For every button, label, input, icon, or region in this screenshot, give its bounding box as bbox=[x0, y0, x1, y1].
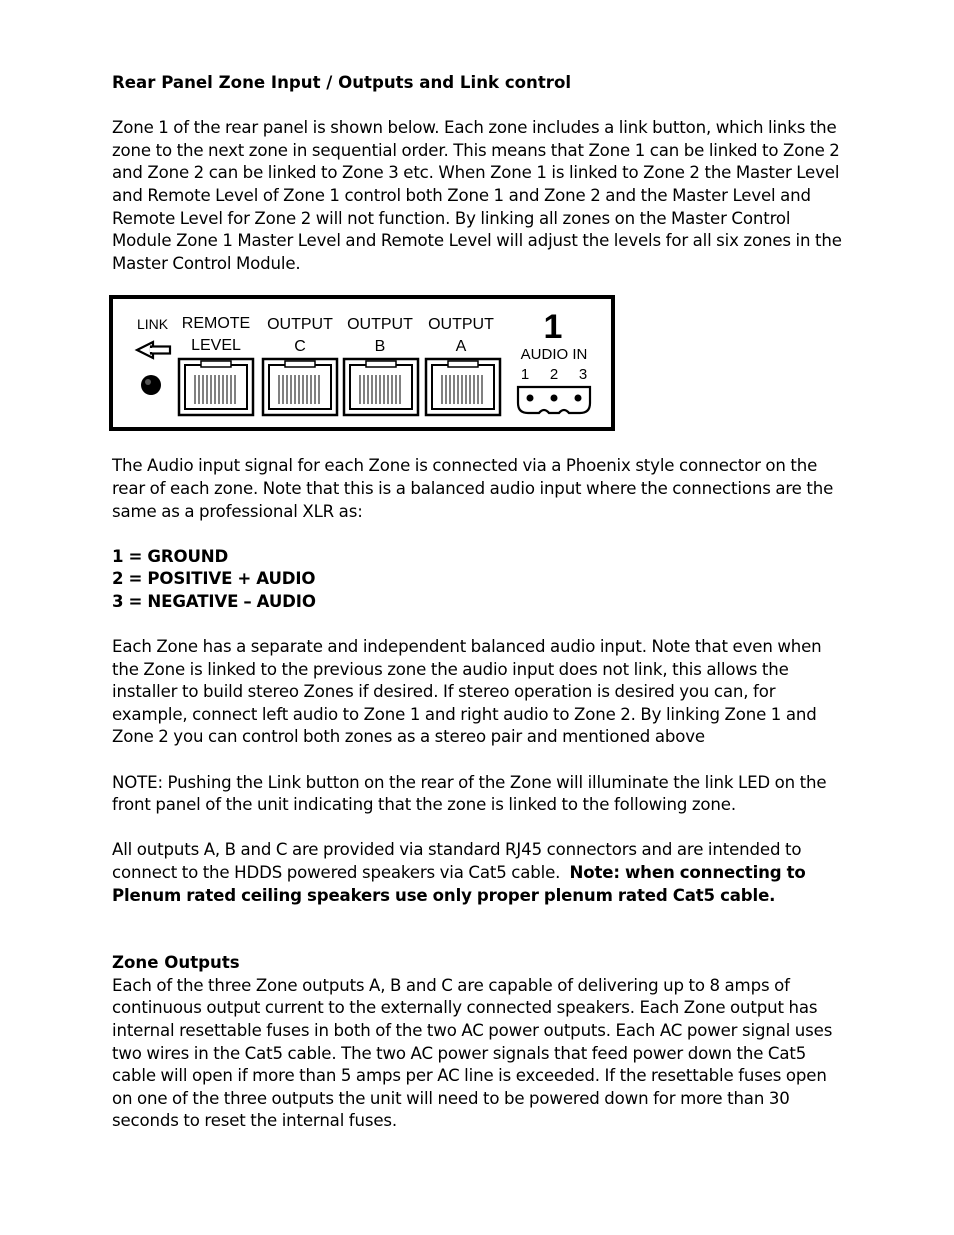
pin-3-label: 3 bbox=[578, 366, 588, 383]
rj45-port-icon bbox=[426, 359, 500, 415]
rear-panel-figure bbox=[109, 295, 615, 431]
output-b-label-line2: B bbox=[374, 338, 386, 355]
output-a-label-line2: A bbox=[455, 338, 467, 355]
phoenix-connector-icon bbox=[518, 387, 590, 413]
zone-outputs-heading: Zone Outputs bbox=[112, 953, 240, 973]
audio-in-label: AUDIO IN bbox=[520, 346, 588, 363]
outputs-plenum-note: Note: when connecting to Plenum rated ceiling speakers use only proper plenum rated Cat5 cable. bbox=[112, 863, 806, 905]
audio-input-paragraph: The Audio input signal for each Zone is connected via a Phoenix style connector on the rear of each zone. Note that this is a balanced audio input where the connections are the same as a professional XLR as: bbox=[112, 456, 834, 521]
page-title: Rear Panel Zone Input / Outputs and Link control bbox=[112, 73, 572, 92]
independent-input-paragraph: Each Zone has a separate and independent balanced audio input. Note that even when the Zone is linked to the previous zone the audio input does not link, this allows the installer to build stereo Zones if desired. If stereo operation is desired you can, for example, connect left audio to Zone 1 and right audio to Zone 2. By linking Zone 1 and Zone 2 you can control both zones as a stereo pair and mentioned above bbox=[112, 637, 822, 747]
pin-negative: 3 = NEGATIVE – AUDIO bbox=[112, 591, 316, 611]
link-label: LINK bbox=[137, 316, 169, 332]
output-c-label-line1: OUTPUT bbox=[267, 316, 333, 333]
output-c-label-line2: C bbox=[294, 338, 306, 355]
link-button-icon bbox=[141, 375, 161, 395]
pin-ground: 1 = GROUND bbox=[112, 546, 229, 566]
outputs-text: All outputs A, B and C are provided via standard RJ45 connectors and are intended to connect to the HDDS powered speakers via Cat5 cable. bbox=[112, 840, 802, 883]
link-note-paragraph: NOTE: Pushing the Link button on the rear of the Zone will illuminate the link LED on the front panel of the unit indicating that the zone is linked to the following zone. bbox=[112, 772, 827, 815]
rj45-port-icon bbox=[263, 359, 337, 415]
pin-positive: 2 = POSITIVE + AUDIO bbox=[112, 569, 316, 589]
document-page bbox=[112, 72, 844, 1133]
output-b-label-line1: OUTPUT bbox=[347, 316, 413, 333]
zone-number: 1 bbox=[543, 308, 563, 346]
pin-2-label: 2 bbox=[549, 366, 559, 383]
link-arrow-icon bbox=[137, 342, 170, 358]
output-a-label-line1: OUTPUT bbox=[428, 316, 494, 333]
rj45-port-icon bbox=[179, 359, 253, 415]
zone-outputs-paragraph: Each of the three Zone outputs A, B and C are capable of delivering up to 8 amps of continuous output current to the externally connected speakers. Each Zone output has internal resettable fuses in both of the two AC power outputs. Each AC power signal uses two wires in the Cat5 cable. The two AC power signals that feed power down the Cat5 cable will open if more than 5 amps per AC line is exceeded. If the resettable fuses open on one of the three outputs the unit will need to be powered down for more than 30 seconds to reset the internal fuses. bbox=[112, 975, 833, 1131]
pin-1-label: 1 bbox=[520, 366, 530, 383]
intro-paragraph: Zone 1 of the rear panel is shown below. Each zone includes a link button, which links the zone to the next zone in sequential order. This means that Zone 1 can be linked to Zone 2 and Zone 2 can be linked to Zone 3 etc. When Zone 1 is linked to Zone 2 the Master Level and Remote Level of Zone 1 control both Zone 1 and Zone 2 and the Master Level and Remote Level for Zone 2 will not function. By linking all zones on the Master Control Module Zone 1 Master Level and Remote Level will adjust the levels for all six zones in the Master Control Module. bbox=[112, 118, 842, 273]
outputs-paragraph bbox=[112, 839, 844, 907]
rj45-port-icon bbox=[344, 359, 418, 415]
remote-label-line1: REMOTE bbox=[181, 315, 251, 332]
remote-label-line2: LEVEL bbox=[191, 337, 241, 354]
